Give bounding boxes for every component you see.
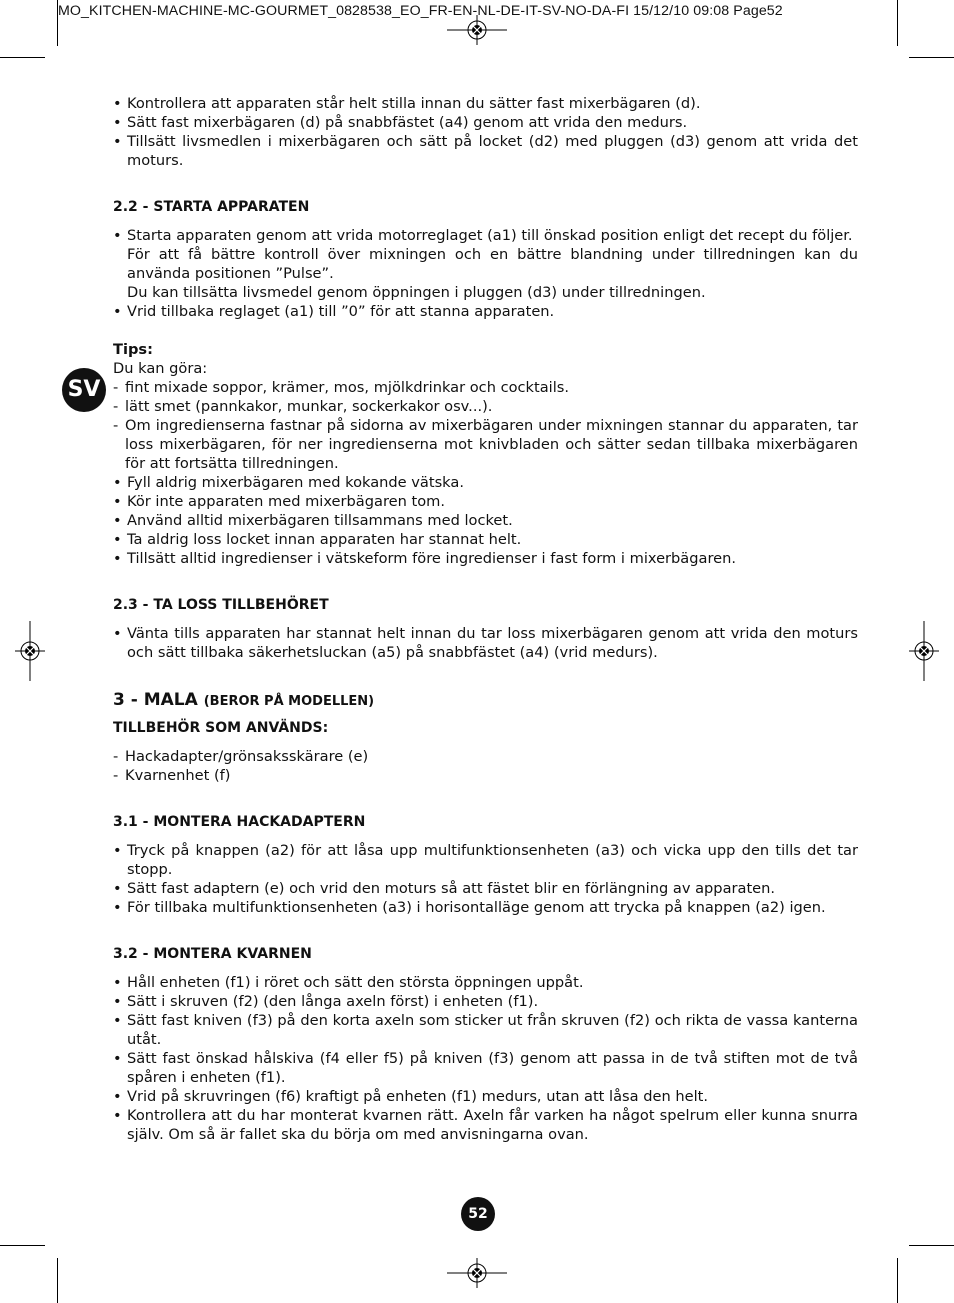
section-heading-2-3: 2.3 - TA LOSS TILLBEHÖRET [113,597,329,613]
tips-intro: Du kan göra: [113,360,208,377]
section-heading-2-2: 2.2 - STARTA APPARATEN [113,199,310,215]
crop-mark-bottom-left-h [0,1245,45,1246]
registration-mark-top-icon [447,15,507,45]
list-item: • Sätt fast mixerbägaren (d) på snabbfästet (a4) genom att vrida den medurs. [113,113,858,132]
crop-mark-top-left-h [0,57,45,58]
dash-item: - Hackadapter/grönsaksskärare (e) [113,747,858,766]
list-item: • Tillsätt livsmedlen i mixerbägaren och sätt på locket (d2) med pluggen (d3) genom att vrida det moturs. [113,132,858,170]
list-item: • Vrid på skruvringen (f6) kraftigt på enheten (f1) medurs, utan att låsa den helt. [113,1087,858,1106]
dash-item: - fint mixade soppor, krämer, mos, mjölkdrinkar och cocktails. [113,378,858,397]
section-heading-3-1: 3.1 - MONTERA HACKADAPTERN [113,814,366,830]
list-item: • Kontrollera att du har monterat kvarnen rätt. Axeln får varken ha något spelrum eller kunna snurra själv. Om så är fallet ska du börja om med anvisningarna ovan. [113,1106,858,1144]
dash-item: - Kvarnenhet (f) [113,766,858,785]
tips-heading: Tips: [113,341,153,358]
crop-mark-top-left-v [57,0,58,46]
dash-item: - lätt smet (pannkakor, munkar, sockerkakor osv...). [113,397,858,416]
list-item: • Fyll aldrig mixerbägaren med kokande vätska. [113,473,858,492]
list-item: • Sätt fast önskad hålskiva (f4 eller f5) på kniven (f3) genom att passa in de två stiften mot de två spåren i enheten (f1). [113,1049,858,1087]
registration-mark-bottom-icon [447,1258,507,1288]
list-item: • Vänta tills apparaten har stannat helt innan du tar loss mixerbägaren genom att vrida den moturs och sätt tillbaka säkerhetsluckan (a5) på snabbfästet (a4) (vrid medurs). [113,624,858,662]
list-item-continuation: Du kan tillsätta livsmedel genom öppningen i pluggen (d3) under tillredningen. [127,284,706,301]
list-item: • Sätt fast kniven (f3) på den korta axeln som sticker ut från skruven (f2) och rikta de vassa kanterna utåt. [113,1011,858,1049]
registration-mark-left-icon [15,621,45,681]
accessories-heading: TILLBEHÖR SOM ANVÄNDS: [113,720,329,736]
list-item: • Tryck på knappen (a2) för att låsa upp multifunktionsenheten (a3) och vicka upp den tills det tar stopp. [113,841,858,879]
list-item: • För tillbaka multifunktionsenheten (a3) i horisontalläge genom att trycka på knappen (a2) igen. [113,898,858,917]
list-item: • Kör inte apparaten med mixerbägaren tom. [113,492,858,511]
crop-mark-bottom-right-h [909,1245,954,1246]
list-item: • Kontrollera att apparaten står helt stilla innan du sätter fast mixerbägaren (d). [113,94,858,113]
chapter-note: (BEROR PÅ MODELLEN) [203,694,375,709]
list-item: • Ta aldrig loss locket innan apparaten har stannat helt. [113,530,858,549]
language-tab: SV [62,368,106,412]
crop-mark-bottom-left-v [57,1258,58,1303]
list-item: • Starta apparaten genom att vrida motorreglaget (a1) till önskad position enligt det recept du följer. [113,226,858,245]
list-item: • Håll enheten (f1) i röret och sätt den största öppningen uppåt. [113,973,858,992]
page-number: 52 [461,1197,495,1231]
dash-item: - Om ingredienserna fastnar på sidorna av mixerbägaren under mixningen stannar du apparaten, tar loss mixerbägaren, för ner ingredienserna mot knivbladen och sätter sedan tillbaka mixerbägaren för att fortsätta tillredningen. [113,416,858,473]
list-item: • Sätt fast adaptern (e) och vrid den moturs så att fästet blir en förlängning av apparaten. [113,879,858,898]
chapter-title: 3 - MALA [113,690,198,710]
list-item: • Sätt i skruven (f2) (den långa axeln först) i enheten (f1). [113,992,858,1011]
registration-mark-right-icon [909,621,939,681]
list-item: • Vrid tillbaka reglaget (a1) till ”0” för att stanna apparaten. [113,302,858,321]
list-item: • Använd alltid mixerbägaren tillsammans med locket. [113,511,858,530]
chapter-heading [113,689,858,713]
section-heading-3-2: 3.2 - MONTERA KVARNEN [113,946,312,962]
page-content [113,94,858,1144]
crop-mark-top-right-h [909,57,954,58]
crop-mark-bottom-right-v [897,1258,898,1303]
list-item-continuation: För att få bättre kontroll över mixningen och en bättre blandning under tillredningen kan du använda positionen ”Pulse”. [127,246,858,282]
list-item: • Tillsätt alltid ingredienser i vätskeform före ingredienser i fast form i mixerbägaren. [113,549,858,568]
print-header: MO_KITCHEN-MACHINE-MC-GOURMET_0828538_EO_FR-EN-NL-DE-IT-SV-NO-DA-FI 15/12/10 09:08 Page52 [58,3,783,19]
crop-mark-top-right-v [897,0,898,46]
